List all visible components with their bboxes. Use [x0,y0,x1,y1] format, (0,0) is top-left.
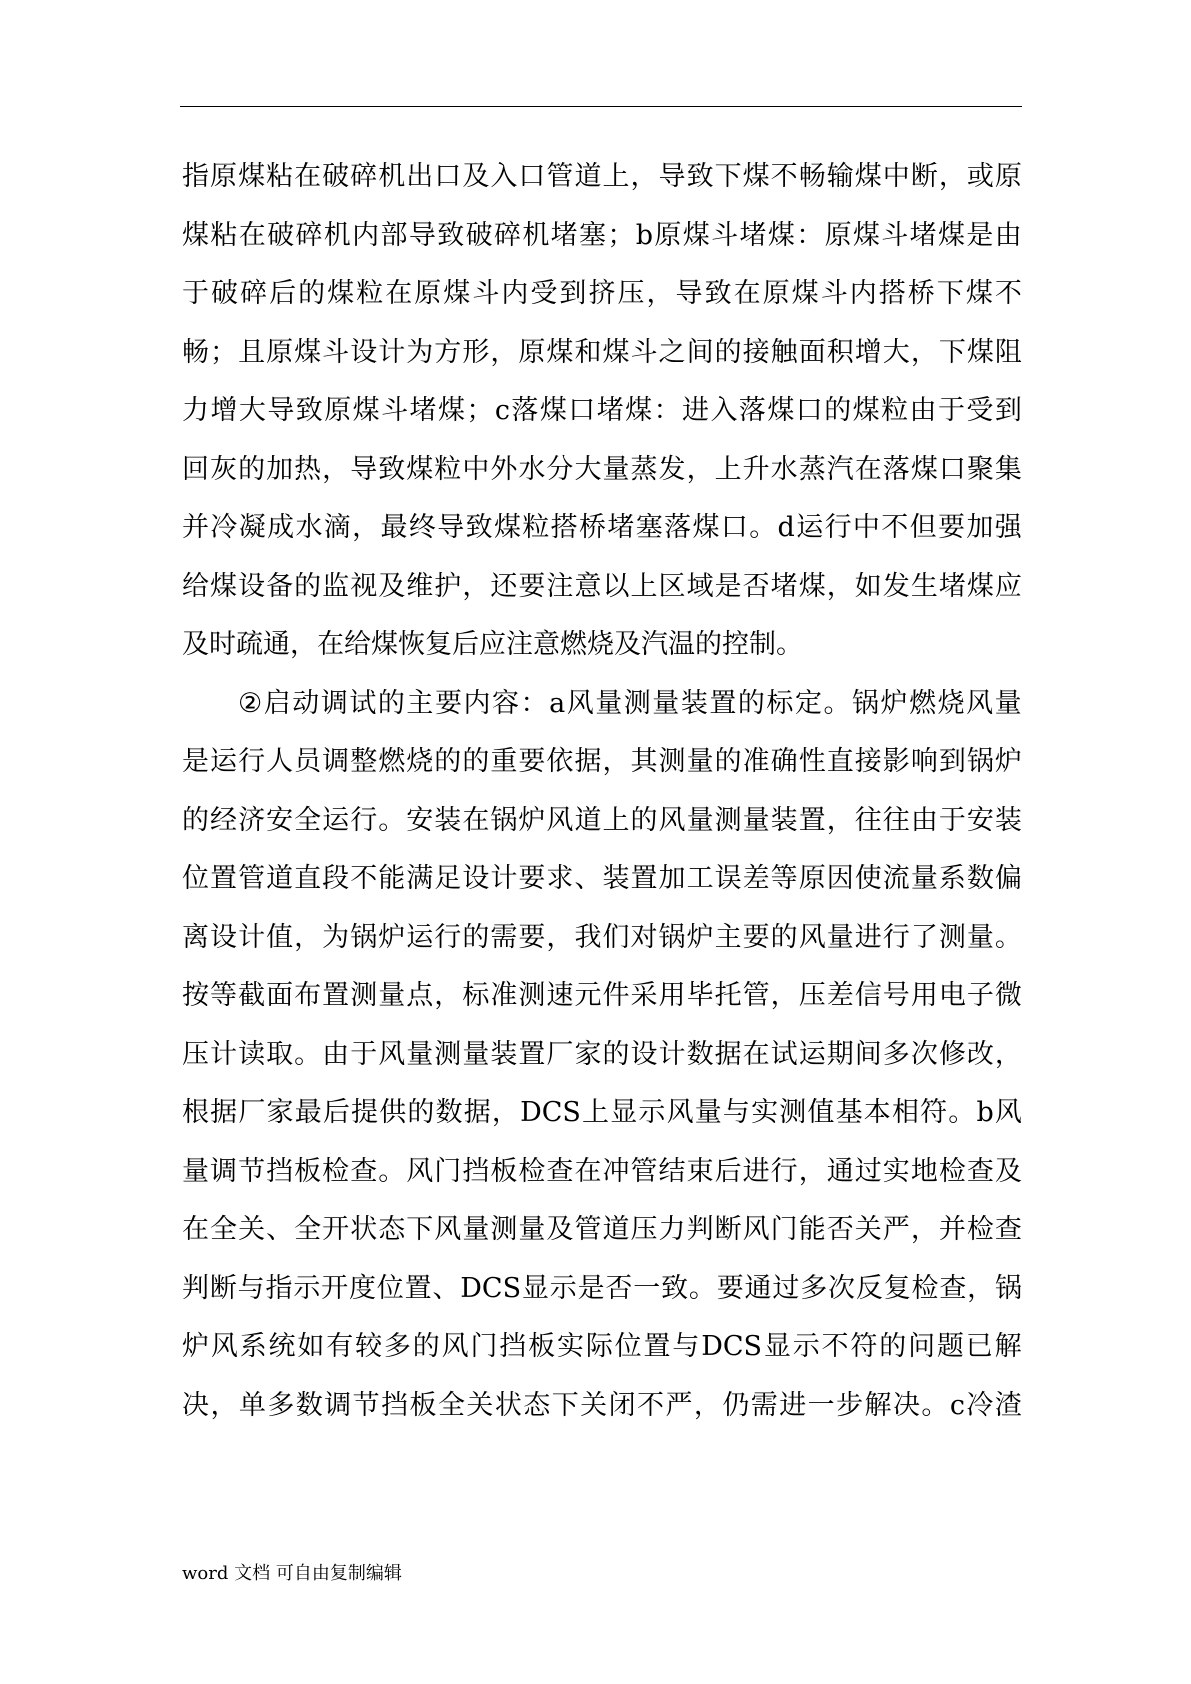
text-line: 在 全 关 、 全 开 状 态 下 风 量 测 量 及 管 道 压 力 判 断 风 门 能 否 关 严 ， 并 检 查 [182,1214,1022,1245]
text-line: 及 时 疏 通 ， 在 给 煤 恢 复 后 应 注 意 燃 烧 及 汽 温 的 控 制 。 [182,629,803,660]
body-text [182,148,1022,1435]
text-line: 指 原 煤 粘 在 破 碎 机 出 口 及 入 口 管 道 上 ， 导 致 下 煤 不 畅 输 煤 中 断 ， 或 原 [182,161,1022,192]
text-line: 于 破 碎 后 的 煤 粒 在 原 煤 斗 内 受 到 挤 压 ， 导 致 在 原 煤 斗 内 搭 桥 下 煤 不 [182,278,1022,309]
text-line: 量 调 节 挡 板 检 查 。 风 门 挡 板 检 查 在 冲 管 结 束 后 进 行 ， 通 过 实 地 检 查 及 [182,1155,1022,1187]
text-line: 按 等 截 面 布 置 测 量 点 ， 标 准 测 速 元 件 采 用 毕 托 管 ， 压 差 信 号 用 电 子 微 [182,980,1022,1011]
text-line: 并 冷 凝 成 水 滴 ， 最 终 导 致 煤 粒 搭 桥 堵 塞 落 煤 口 。 d 运 行 中 不 但 要 加 强 [182,512,1022,543]
text-line: 决 ， 单 多 数 调 节 挡 板 全 关 状 态 下 关 闭 不 严 ， 仍 需 进 一 步 解 决 。 c 冷 渣 [182,1389,1022,1421]
text-line: 的 经 济 安 全 运 行 。 安 装 在 锅 炉 风 道 上 的 风 量 测 量 装 置 ， 往 往 由 于 安 装 [182,804,1022,836]
text-line: 是 运 行 人 员 调 整 燃 烧 的 的 重 要 依 据 ， 其 测 量 的 准 确 性 直 接 影 响 到 锅 炉 [182,746,1022,777]
text-line: ② 启 动 调 试 的 主 要 内 容 ： a 风 量 测 量 装 置 的 标 定 。 锅 炉 燃 烧 风 量 [238,687,1022,719]
text-line: 畅 ； 且 原 煤 斗 设 计 为 方 形 ， 原 煤 和 煤 斗 之 间 的 接 触 面 积 增 大 ， 下 煤 阻 [182,336,1022,368]
text-line: 根 据 厂 家 最 后 提 供 的 数 据 ， DCS 上 显 示 风 量 与 实 测 值 基 本 相 符 。 b 风 [182,1097,1022,1128]
text-line: 煤 粘 在 破 碎 机 内 部 导 致 破 碎 机 堵 塞 ； b 原 煤 斗 堵 煤 ： 原 煤 斗 堵 煤 是 由 [182,219,1022,251]
text-line: 给 煤 设 备 的 监 视 及 维 护 ， 还 要 注 意 以 上 区 域 是 否 堵 煤 ， 如 发 生 堵 煤 应 [182,570,1022,602]
text-line: 位 置 管 道 直 段 不 能 满 足 设 计 要 求 、 装 置 加 工 误 差 等 原 因 使 流 量 系 数 偏 [182,863,1022,894]
text-line: 压 计 读 取 。 由 于 风 量 测 量 装 置 厂 家 的 设 计 数 据 在 试 运 期 间 多 次 修 改 ， [182,1038,1022,1070]
text-line: 回 灰 的 加 热 ， 导 致 煤 粒 中 外 水 分 大 量 蒸 发 ， 上 升 水 蒸 汽 在 落 煤 口 聚 集 [182,453,1022,485]
text-line: 判 断 与 指 示 开 度 位 置 、 DCS 显 示 是 否 一 致 。 要 通 过 多 次 反 复 检 查 ， 锅 [182,1272,1022,1304]
footer-text: word 文档 可自由复制编辑 [182,1563,402,1584]
text-line: 力 增 大 导 致 原 煤 斗 堵 煤 ； c 落 煤 口 堵 煤 ： 进 入 落 煤 口 的 煤 粒 由 于 受 到 [182,395,1022,426]
text-line: 炉 风 系 统 如 有 较 多 的 风 门 挡 板 实 际 位 置 与 DCS 显 示 不 符 的 问 题 已 解 [182,1331,1022,1362]
header-rule [180,106,1022,107]
text-line: 离 设 计 值 ， 为 锅 炉 运 行 的 需 要 ， 我 们 对 锅 炉 主 要 的 风 量 进 行 了 测 量 。 [182,921,1022,953]
